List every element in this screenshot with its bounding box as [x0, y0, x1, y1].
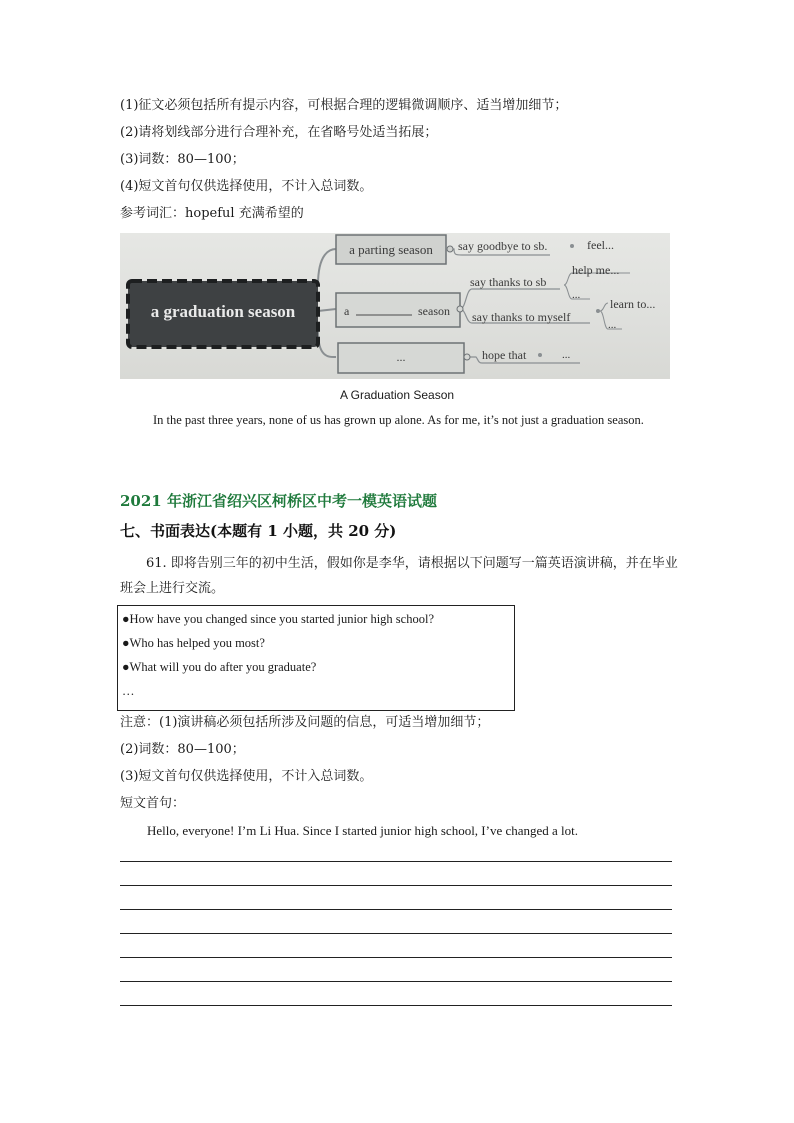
- mindmap-item-goodbye: say goodbye to sb.: [458, 239, 548, 253]
- prompt-item: ●Who has helped you most?: [122, 636, 265, 650]
- mindmap-item-ellipsis-3: ...: [562, 349, 571, 361]
- first-sentence: Hello, everyone! I’m Li Hua. Since I started junior high school, I’ve changed a lot.: [147, 823, 579, 838]
- intro-paragraph: In the past three years, none of us has grown up alone. As for me, it’s not just a graduation season.: [153, 413, 644, 427]
- requirement-4: (4)短文首句仅供选择使用，不计入总词数。: [120, 179, 373, 194]
- prompt-item: ●How have you changed since you started junior high school?: [122, 612, 434, 626]
- answer-line[interactable]: [120, 1005, 672, 1006]
- mindmap-item-thanks-sb: say thanks to sb: [470, 275, 547, 289]
- prompt-box: [117, 605, 515, 711]
- mindmap-item-help: help me...: [572, 263, 620, 277]
- mindmap-item-thanks-myself: say thanks to myself: [472, 310, 571, 324]
- note-1: 注意：(1)演讲稿必须包括所涉及问题的信息，可适当增加细节；: [120, 715, 490, 730]
- answer-line[interactable]: [120, 909, 672, 910]
- note-2: (2)词数：80—100；: [120, 742, 245, 757]
- mindmap-box-2-prefix: a: [344, 304, 350, 318]
- answer-line[interactable]: [120, 861, 672, 862]
- first-sentence-label: 短文首句：: [120, 796, 186, 811]
- requirement-3: (3)词数：80—100；: [120, 152, 245, 167]
- section-title: 2021 年浙江省绍兴区柯桥区中考一模英语试题: [120, 492, 437, 510]
- prompt-item: …: [122, 684, 135, 698]
- mindmap-item-ellipsis-2: ...: [608, 319, 617, 331]
- mindmap-item-hope: hope that: [482, 348, 527, 362]
- note-3: (3)短文首句仅供选择使用，不计入总词数。: [120, 769, 373, 784]
- reference-vocabulary: 参考词汇：hopeful 充满希望的: [120, 206, 304, 221]
- mindmap-box-2-suffix: season: [418, 304, 450, 318]
- question-61: 61. 即将告别三年的初中生活，假如你是李华，请根据以下问题写一篇英语演讲稿，并在毕业班会上进行交流。: [120, 556, 678, 596]
- answer-line[interactable]: [120, 981, 672, 982]
- mindmap-item-feel: feel...: [587, 238, 614, 252]
- answer-line[interactable]: [120, 957, 672, 958]
- mindmap-center-label: a graduation season: [150, 302, 296, 321]
- section-subtitle: 七、书面表达(本题有 1 小题，共 20 分): [120, 522, 397, 540]
- requirement-1: (1)征文必须包括所有提示内容，可根据合理的逻辑微调顺序、适当增加细节；: [120, 98, 568, 113]
- answer-line[interactable]: [120, 933, 672, 934]
- mindmap-item-ellipsis-1: ...: [572, 289, 581, 301]
- prompt-item: ●What will you do after you graduate?: [122, 660, 317, 674]
- answer-line[interactable]: [120, 885, 672, 886]
- requirement-2: (2)请将划线部分进行合理补充，在省略号处适当拓展；: [120, 125, 438, 140]
- mindmap-caption: A Graduation Season: [339, 388, 455, 402]
- mindmap-box-3-label: ...: [396, 350, 406, 364]
- mindmap-image: [120, 233, 670, 379]
- mindmap-box-1-label: a parting season: [349, 242, 433, 257]
- mindmap-item-learn: learn to...: [610, 297, 656, 311]
